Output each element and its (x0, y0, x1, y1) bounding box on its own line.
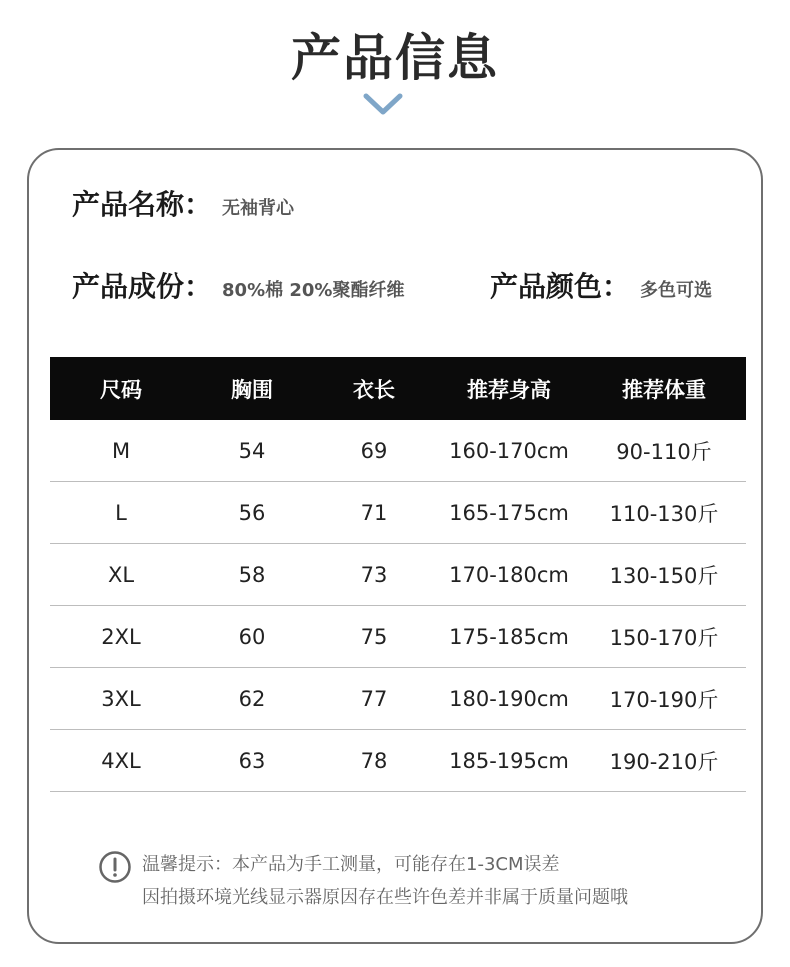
cell-length: 75 (312, 606, 436, 668)
cell-length: 77 (312, 668, 436, 730)
product-name-value: 无袖背心 (222, 198, 295, 219)
cell-weight: 110-130斤 (582, 482, 746, 544)
cell-size: 2XL (50, 606, 192, 668)
cell-size: 4XL (50, 730, 192, 792)
cell-length: 78 (312, 730, 436, 792)
cell-weight: 150-170斤 (582, 606, 746, 668)
product-material-row (72, 265, 404, 305)
cell-height: 160-170cm (436, 420, 582, 482)
size-table (50, 357, 746, 792)
exclamation-circle-icon (98, 850, 132, 884)
product-color-label: 产品颜色： (490, 270, 631, 303)
note-line-1: 温馨提示：本产品为手工测量，可能存在1-3CM误差 (142, 854, 560, 875)
cell-weight: 170-190斤 (582, 668, 746, 730)
cell-length: 73 (312, 544, 436, 606)
col-header-height: 推荐身高 (436, 357, 582, 420)
cell-height: 175-185cm (436, 606, 582, 668)
cell-chest: 63 (192, 730, 312, 792)
cell-chest: 54 (192, 420, 312, 482)
table-row (50, 606, 746, 668)
cell-chest: 60 (192, 606, 312, 668)
cell-weight: 190-210斤 (582, 730, 746, 792)
cell-chest: 56 (192, 482, 312, 544)
table-row (50, 668, 746, 730)
cell-height: 170-180cm (436, 544, 582, 606)
product-name-row (72, 183, 294, 223)
cell-height: 165-175cm (436, 482, 582, 544)
cell-weight: 130-150斤 (582, 544, 746, 606)
col-header-length: 衣长 (312, 357, 436, 420)
cell-size: XL (50, 544, 192, 606)
cell-height: 180-190cm (436, 668, 582, 730)
product-name-label: 产品名称： (72, 188, 213, 221)
cell-chest: 58 (192, 544, 312, 606)
table-row (50, 420, 746, 482)
cell-size: 3XL (50, 668, 192, 730)
page-title: 产品信息 (291, 29, 499, 87)
product-material-label: 产品成份： (72, 270, 213, 303)
table-header-row (50, 357, 746, 420)
chevron-down-icon (363, 88, 403, 118)
measurement-note (98, 848, 628, 914)
cell-height: 185-195cm (436, 730, 582, 792)
product-color-row (490, 265, 712, 305)
cell-size: L (50, 482, 192, 544)
product-material-value: 80%棉 20%聚酯纤维 (222, 280, 405, 301)
cell-weight: 90-110斤 (582, 420, 746, 482)
cell-chest: 62 (192, 668, 312, 730)
table-row (50, 482, 746, 544)
product-color-value: 多色可选 (640, 280, 713, 301)
cell-length: 69 (312, 420, 436, 482)
note-line-2: 因拍摄环境光线显示器原因存在些许色差并非属于质量问题哦 (142, 887, 628, 908)
cell-length: 71 (312, 482, 436, 544)
table-row (50, 544, 746, 606)
col-header-chest: 胸围 (192, 357, 312, 420)
col-header-size: 尺码 (50, 357, 192, 420)
cell-size: M (50, 420, 192, 482)
table-row (50, 730, 746, 792)
note-text (142, 848, 628, 914)
col-header-weight: 推荐体重 (582, 357, 746, 420)
